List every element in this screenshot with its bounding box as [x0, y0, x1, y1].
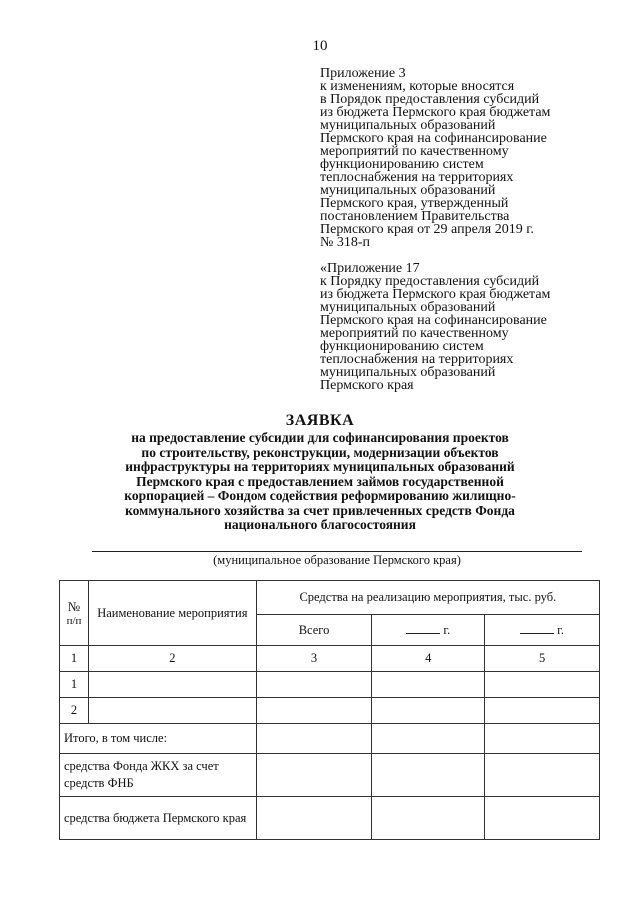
subtitle-line: национального благосостояния — [224, 517, 416, 532]
total-row — [60, 724, 600, 754]
header-number — [60, 581, 89, 646]
annex-3-line: № 318-п — [320, 235, 371, 250]
table-cell[interactable] — [256, 698, 372, 724]
header-number-symbol: № — [67, 599, 81, 614]
subtitle-line: корпорацией – Фондом содействия реформированию жилищно- — [124, 488, 516, 503]
table-cell[interactable] — [485, 797, 600, 840]
annex-17-line: из бюджета Пермского края бюджетам — [320, 287, 551, 302]
subtitle-line: по строительству, реконструкции, модернизации объектов — [141, 444, 499, 460]
annex-17-line: функционированию систем — [320, 339, 484, 354]
table-row — [60, 672, 600, 698]
annex-17-line: мероприятий по качественному — [320, 326, 509, 341]
annex-3-line: муниципальных образований — [320, 183, 496, 198]
request-title: ЗАЯВКА — [285, 412, 355, 429]
table-cell[interactable] — [485, 698, 600, 724]
annex-3-line: из бюджета Пермского края бюджетам — [320, 105, 551, 120]
header-funds: Средства на реализацию мероприятия, тыс. руб. — [256, 581, 599, 615]
table-cell[interactable] — [88, 672, 256, 698]
col-number: 2 — [88, 646, 256, 672]
year-blank[interactable] — [520, 623, 554, 634]
col-number: 1 — [60, 646, 89, 672]
table-cell[interactable] — [372, 754, 485, 797]
table-cell[interactable] — [485, 754, 600, 797]
annex-3-line: Пермского края от 29 апреля 2019 г. — [320, 222, 534, 237]
col-number: 4 — [372, 646, 485, 672]
annex-17-line: муниципальных образований — [320, 365, 496, 380]
annex-3-line: муниципальных образований — [320, 118, 496, 133]
year-blank[interactable] — [406, 623, 440, 634]
table-cell[interactable] — [372, 672, 485, 698]
table-cell[interactable] — [256, 672, 372, 698]
total-label: Итого, в том числе: — [60, 724, 257, 754]
annex-17-header — [320, 262, 620, 392]
annex-3-line: Пермского края на софинансирование — [320, 131, 547, 146]
header-number-abbr: п/п — [66, 615, 82, 627]
annex-3-line: в Порядок предоставления субсидий — [320, 92, 540, 107]
year-suffix: г. — [557, 622, 565, 637]
annex-3-line: мероприятий по качественному — [320, 144, 509, 159]
header-year-2 — [485, 615, 600, 646]
table-row — [60, 698, 600, 724]
table-cell[interactable] — [256, 724, 372, 754]
row-number: 2 — [60, 698, 89, 724]
budget-row — [60, 797, 600, 840]
request-subtitle — [70, 431, 570, 533]
header-event-name: Наименование мероприятия — [88, 581, 256, 646]
table-cell[interactable] — [256, 797, 372, 840]
year-suffix: г. — [443, 622, 451, 637]
annex-3-line: Приложение 3 — [320, 66, 406, 81]
page-number: 10 — [312, 38, 328, 54]
subtitle-line: коммунального хозяйства за счет привлеченных средств Фонда — [125, 502, 515, 518]
annex-17-line: Пермского края — [320, 378, 414, 393]
table-cell[interactable] — [88, 698, 256, 724]
subtitle-line: на предоставление субсидии для софинансирования проектов — [131, 430, 509, 445]
header-year-1 — [372, 615, 485, 646]
fund-row — [60, 754, 600, 797]
annex-3-line: постановлением Правительства — [320, 209, 510, 224]
annex-3-header — [320, 67, 620, 249]
municipality-caption: (муниципальное образование Пермского края) — [213, 553, 461, 567]
budget-label: средства бюджета Пермского края — [60, 797, 257, 840]
row-number: 1 — [60, 672, 89, 698]
col-number: 3 — [256, 646, 372, 672]
annex-17-line: к Порядку предоставления субсидий — [320, 274, 540, 289]
annex-3-line: Пермского края, утвержденный — [320, 196, 509, 211]
table-cell[interactable] — [485, 672, 600, 698]
subtitle-line: инфраструктуры на территориях муниципальных образований — [125, 459, 515, 474]
annex-3-line: к изменениям, которые вносятся — [320, 79, 515, 94]
annex-3-line: функционированию систем — [320, 157, 484, 172]
table-cell[interactable] — [485, 724, 600, 754]
fund-label: средства Фонда ЖКХ за счет средств ФНБ — [60, 754, 257, 797]
header-total: Всего — [256, 615, 372, 646]
table-cell[interactable] — [372, 724, 485, 754]
table-cell[interactable] — [256, 754, 372, 797]
subtitle-line: Пермского края с предоставлением займов государственной — [136, 473, 504, 489]
annex-17-line: «Приложение 17 — [320, 261, 420, 276]
table-cell[interactable] — [372, 797, 485, 840]
table-cell[interactable] — [372, 698, 485, 724]
request-table — [59, 580, 600, 840]
annex-17-line: муниципальных образований — [320, 300, 496, 315]
municipality-fill-line[interactable] — [92, 551, 582, 552]
annex-3-line: теплоснабжения на территориях — [320, 170, 514, 185]
col-number: 5 — [485, 646, 600, 672]
annex-17-line: теплоснабжения на территориях — [320, 352, 514, 367]
annex-17-line: Пермского края на софинансирование — [320, 313, 547, 328]
